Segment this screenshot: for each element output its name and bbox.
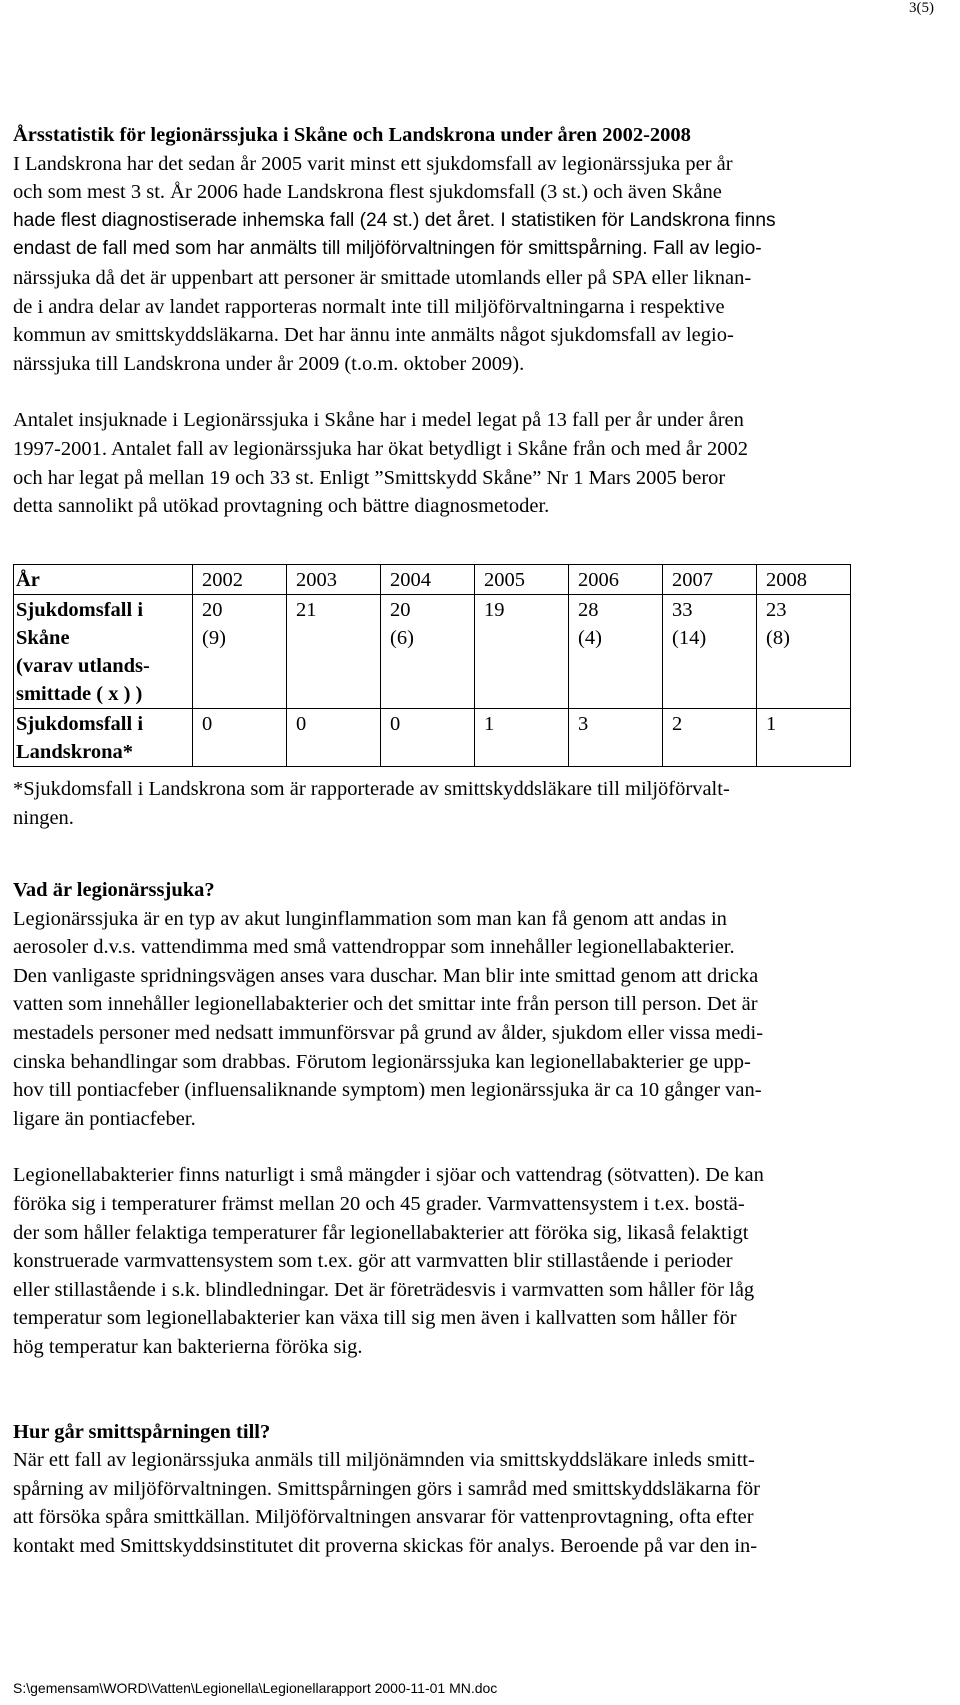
paragraph-line: temperatur som legionellabakterier kan växa till sig men även i kallvatten som håller för [13,1307,737,1330]
paragraph-line: I Landskrona har det sedan år 2005 varit minst ett sjukdomsfall av legionärssjuka per år [13,152,733,175]
table-cell: 20 (6) [381,595,475,709]
row-label-skane [14,595,193,709]
paragraph-line: hade flest diagnostiserade inhemska fall (24 st.) det året. I statistiken för Landskrona finns [13,209,776,231]
paragraph-line: Antalet insjuknade i Legionärssjuka i Skåne har i medel legat på 13 fall per år under åren [13,409,744,432]
paragraph-line: kommun av smittskyddsläkarna. Det har ännu inte anmälts något sjukdomsfall av legio- [13,324,734,347]
table-header-row [14,565,851,595]
table-footnote [13,775,730,832]
year-cell: 2007 [663,565,757,595]
table-cell: 20 (9) [193,595,287,709]
paragraph-line: När ett fall av legionärssjuka anmäls till miljönämnden via smittskyddsläkare inleds smitt- [13,1449,755,1472]
table-cell: 28 (4) [569,595,663,709]
row-label-line: Landskrona* [16,741,133,763]
year-cell: 2002 [193,565,287,595]
table-cell: 1 [475,709,569,767]
paragraph-line: mestadels personer med nedsatt immunförsvar på grund av ålder, sjukdom eller vissa medi- [13,1021,764,1044]
table-cell: 19 [475,595,569,709]
table-header-label: År [14,565,193,595]
paragraph-line: föröka sig i temperaturer främst mellan 20 och 45 grader. Varmvattensystem i t.ex. bostä- [13,1192,745,1215]
table-cell: 0 [287,709,381,767]
footer-file-path: S:\gemensam\WORD\Vatten\Legionella\Legionellarapport 2000-11-01 MN.doc [13,1680,498,1696]
paragraph-line: eller stillastående i s.k. blindledningar. Det är företrädesvis i varmvatten som håller för låg [13,1278,755,1301]
table-cell: 2 [663,709,757,767]
paragraph-line: och har legat på mellan 19 och 33 st. Enligt ”Smittskydd Skåne” Nr 1 Mars 2005 beror [13,466,726,489]
year-cell: 2003 [287,565,381,595]
footnote-line: *Sjukdomsfall i Landskrona som är rapporterade av smittskyddsläkare till miljöförvalt- [13,778,730,800]
year-cell: 2006 [569,565,663,595]
paragraph-line: konstruerade varmvattensystem som t.ex. gör att varmvatten blir stillastående i perioder [13,1250,733,1273]
table-row-landskrona [14,709,851,767]
row-label-line: Sjukdomsfall i [16,713,144,735]
row-label-line: smittade ( x ) ) [16,683,143,705]
table-cell: 23 (8) [757,595,851,709]
year-cell: 2008 [757,565,851,595]
table-cell: 0 [381,709,475,767]
section-heading: Hur går smittspårningen till? [13,1420,271,1443]
paragraph-line: närssjuka till Landskrona under år 2009 (t.o.m. oktober 2009). [13,352,525,375]
paragraph-line: ligare än pontiacfeber. [13,1107,196,1130]
row-label-line: (varav utlands- [16,655,150,677]
paragraph-line: Den vanligaste spridningsvägen anses vara duschar. Man blir inte smittad genom att dricka [13,964,759,987]
paragraph-line: de i andra delar av landet rapporteras normalt inte till miljöförvaltningarna i respektive [13,295,725,318]
section-heading: Årsstatistik för legionärssjuka i Skåne och Landskrona under åren 2002-2008 [13,124,691,146]
paragraph-line: vatten som innehåller legionellabakterier och det smittar inte från person till person. Det är [13,993,758,1016]
row-label-landskrona [14,709,193,767]
paragraph-line: närssjuka då det är uppenbart att personer är smittade utomlands eller på SPA eller liknan- [13,266,752,289]
statistics-table [13,564,851,767]
row-label-line: Skåne [16,627,70,649]
section-what-is [13,876,764,1560]
footnote-line: ningen. [13,806,74,829]
paragraph-line: kontakt med Smittskyddsinstitutet dit proverna skickas för analys. Beroende på var den in- [13,1534,758,1557]
section-annual-statistics [13,121,960,521]
paragraph-line: aerosoler d.v.s. vattendimma med små vattendroppar som innehåller legionellabakterier. [13,936,735,959]
year-cell: 2005 [475,565,569,595]
section-heading: Vad är legionärssjuka? [13,879,215,901]
table-cell: 0 [193,709,287,767]
paragraph-line: att försöka spåra smittkällan. Miljöförvaltningen ansvarar för vattenprovtagning, ofta efter [13,1506,754,1529]
paragraph-line: endast de fall med som har anmälts till miljöförvaltningen för smittspårning. Fall av legio- [13,238,762,260]
year-cell: 2004 [381,565,475,595]
table-cell: 21 [287,595,381,709]
paragraph-line: cinska behandlingar som drabbas. Förutom legionärssjuka kan legionellabakterier ge upp- [13,1050,751,1073]
paragraph-line: 1997-2001. Antalet fall av legionärssjuka har ökat betydligt i Skåne från och med år 2002 [13,437,748,460]
table-row-skane [14,595,851,709]
table-cell: 1 [757,709,851,767]
paragraph-line: detta sannolikt på utökad provtagning och bättre diagnosmetoder. [13,495,550,518]
row-label-line: Sjukdomsfall i [16,599,144,621]
table-cell: 33 (14) [663,595,757,709]
paragraph-line: hov till pontiacfeber (influensaliknande symptom) men legionärssjuka är ca 10 gånger van- [13,1079,762,1102]
paragraph-line: spårning av miljöförvaltningen. Smittspårningen görs i samråd med smittskyddsläkarna för [13,1477,760,1500]
page-number: 3(5) [909,0,934,16]
paragraph-line: Legionärssjuka är en typ av akut lunginflammation som man kan få genom att andas in [13,907,727,930]
paragraph-line: der som håller felaktiga temperaturer får legionellabakterier att föröka sig, likaså felaktigt [13,1221,749,1244]
paragraph-line: Legionellabakterier finns naturligt i små mängder i sjöar och vattendrag (sötvatten). De kan [13,1164,764,1187]
table-cell: 3 [569,709,663,767]
paragraph-line: hög temperatur kan bakterierna föröka sig. [13,1335,363,1358]
paragraph-line: och som mest 3 st. År 2006 hade Landskrona flest sjukdomsfall (3 st.) och även Skåne [13,181,722,204]
